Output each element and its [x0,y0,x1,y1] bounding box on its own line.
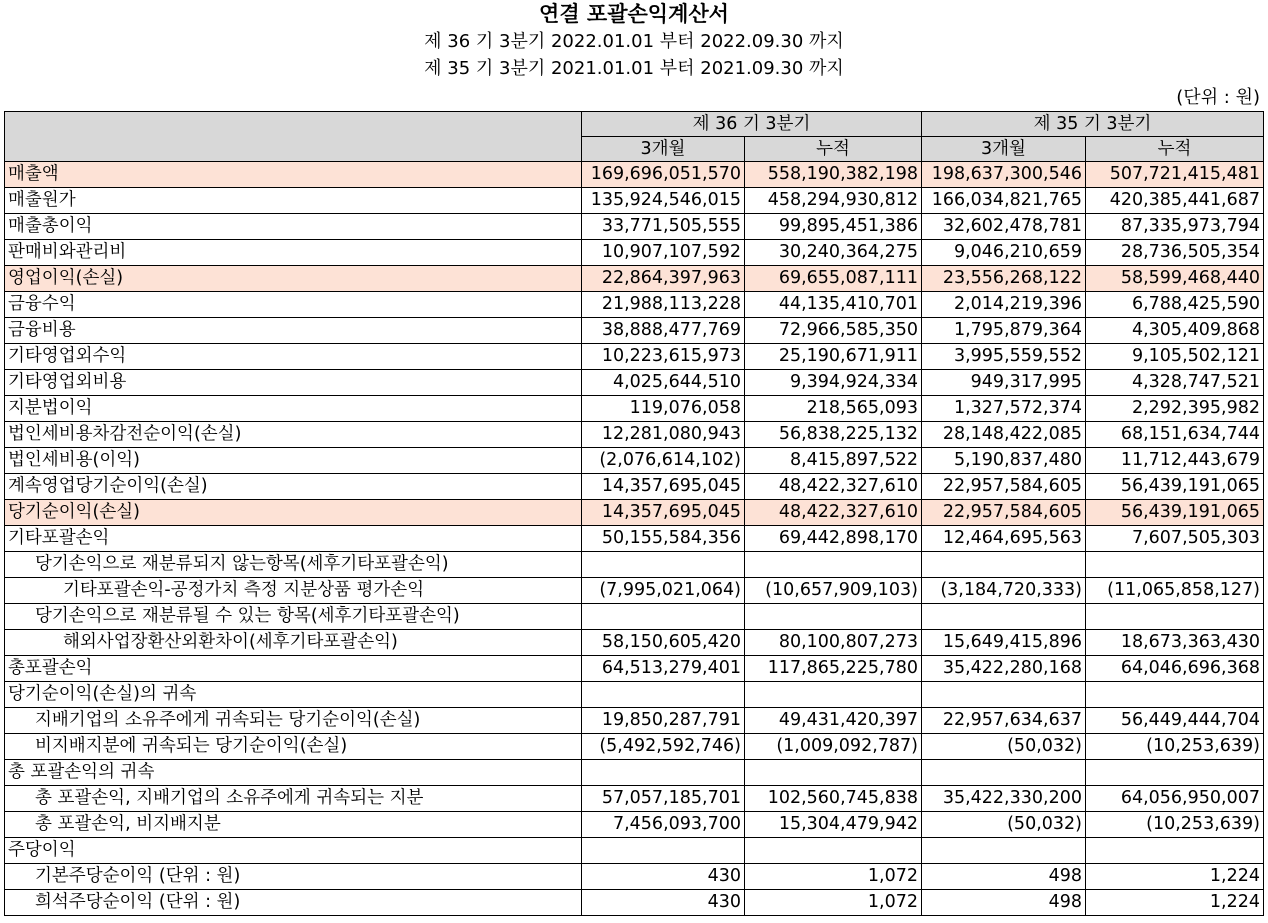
cell-value: 35,422,280,168 [922,656,1086,682]
cell-value [582,838,745,864]
cell-value: 22,864,397,963 [582,266,745,292]
cell-value: 10,223,615,973 [582,344,745,370]
row-label: 당기손익으로 재분류되지 않는항목(세후기타포괄손익) [5,552,582,578]
cell-value: 7,456,093,700 [582,812,745,838]
cell-value [922,760,1086,786]
table-row [5,786,1264,812]
table-row [5,708,1264,734]
cell-value: 1,327,572,374 [922,396,1086,422]
row-label: 희석주당순이익 (단위 : 원) [5,890,582,916]
cell-value: 1,072 [745,864,922,890]
cell-value: 135,924,546,015 [582,188,745,214]
cell-value: 19,850,287,791 [582,708,745,734]
cell-value [1086,552,1264,578]
row-label: 지분법이익 [5,396,582,422]
cell-value: (1,009,092,787) [745,734,922,760]
cell-value [582,682,745,708]
cell-value [922,552,1086,578]
table-row [5,396,1264,422]
cell-value [745,682,922,708]
cell-value: 949,317,995 [922,370,1086,396]
table-row [5,448,1264,474]
cell-value: (2,076,614,102) [582,448,745,474]
cell-value [745,838,922,864]
table-row [5,370,1264,396]
row-label: 총 포괄손익, 비지배지분 [5,812,582,838]
cell-value: 25,190,671,911 [745,344,922,370]
cell-value: 56,449,444,704 [1086,708,1264,734]
cell-value [582,760,745,786]
cell-value: 69,442,898,170 [745,526,922,552]
cell-value: 50,155,584,356 [582,526,745,552]
cell-value: 198,637,300,546 [922,162,1086,188]
table-row [5,240,1264,266]
cell-value: 558,190,382,198 [745,162,922,188]
period-prior: 제 35 기 3분기 2021.01.01 부터 2021.09.30 까지 [424,58,844,79]
row-label: 기타포괄손익 [5,526,582,552]
cell-value: 22,957,584,605 [922,474,1086,500]
statement-title: 연결 포괄손익계산서 [539,2,729,26]
table-row [5,552,1264,578]
cell-value: 102,560,745,838 [745,786,922,812]
cell-value: 58,150,605,420 [582,630,745,656]
cell-value: 32,602,478,781 [922,214,1086,240]
cell-value: 1,224 [1086,864,1264,890]
cell-value: 5,190,837,480 [922,448,1086,474]
row-label: 당기순이익(손실)의 귀속 [5,682,582,708]
table-row [5,682,1264,708]
cell-value: 35,422,330,200 [922,786,1086,812]
cell-value: 166,034,821,765 [922,188,1086,214]
cell-value: (50,032) [922,812,1086,838]
cell-value: 420,385,441,687 [1086,188,1264,214]
cell-value: 21,988,113,228 [582,292,745,318]
table-row [5,344,1264,370]
cell-value: 22,957,634,637 [922,708,1086,734]
row-label: 금융수익 [5,292,582,318]
table-row [5,864,1264,890]
header-period-36: 제 36 기 3분기 [582,112,922,137]
row-label: 매출액 [5,162,582,188]
table-row [5,188,1264,214]
table-row [5,318,1264,344]
cell-value: 9,394,924,334 [745,370,922,396]
cell-value: 15,649,415,896 [922,630,1086,656]
cell-value: 1,072 [745,890,922,916]
header-account-cell [5,112,582,162]
cell-value: 117,865,225,780 [745,656,922,682]
cell-value: 507,721,415,481 [1086,162,1264,188]
cell-value: 119,076,058 [582,396,745,422]
cell-value: 30,240,364,275 [745,240,922,266]
cell-value: 8,415,897,522 [745,448,922,474]
cell-value: 458,294,930,812 [745,188,922,214]
table-row [5,578,1264,604]
cell-value: 69,655,087,111 [745,266,922,292]
cell-value [582,552,745,578]
cell-value: 64,056,950,007 [1086,786,1264,812]
cell-value [1086,760,1264,786]
cell-value: 33,771,505,555 [582,214,745,240]
cell-value: (50,032) [922,734,1086,760]
cell-value: 1,795,879,364 [922,318,1086,344]
cell-value [922,682,1086,708]
row-label: 총포괄손익 [5,656,582,682]
header-three-month-35: 3개월 [922,137,1086,162]
cell-value: 64,046,696,368 [1086,656,1264,682]
cell-value [1086,838,1264,864]
cell-value: 72,966,585,350 [745,318,922,344]
table-row [5,422,1264,448]
table-row [5,630,1264,656]
row-label: 법인세비용(이익) [5,448,582,474]
cell-value: 15,304,479,942 [745,812,922,838]
table-row [5,526,1264,552]
cell-value: 14,357,695,045 [582,474,745,500]
cell-value: (7,995,021,064) [582,578,745,604]
cell-value: (11,065,858,127) [1086,578,1264,604]
cell-value: 48,422,327,610 [745,474,922,500]
cell-value: 2,014,219,396 [922,292,1086,318]
row-label: 영업이익(손실) [5,266,582,292]
table-row [5,292,1264,318]
row-label: 총 포괄손익, 지배기업의 소유주에게 귀속되는 지분 [5,786,582,812]
cell-value: 38,888,477,769 [582,318,745,344]
income-statement-table [4,111,1264,916]
cell-value [745,604,922,630]
cell-value: 4,305,409,868 [1086,318,1264,344]
cell-value: 56,439,191,065 [1086,500,1264,526]
cell-value: 3,995,559,552 [922,344,1086,370]
table-row [5,656,1264,682]
header-cumulative-35: 누적 [1086,137,1264,162]
table-row [5,604,1264,630]
cell-value: 430 [582,890,745,916]
cell-value: 28,736,505,354 [1086,240,1264,266]
header-three-month-36: 3개월 [582,137,745,162]
cell-value [922,604,1086,630]
table-row [5,162,1264,188]
row-label: 법인세비용차감전순이익(손실) [5,422,582,448]
row-label: 매출총이익 [5,214,582,240]
header-period-35: 제 35 기 3분기 [922,112,1264,137]
row-label: 판매비와관리비 [5,240,582,266]
table-row [5,266,1264,292]
cell-value: 7,607,505,303 [1086,526,1264,552]
cell-value: 28,148,422,085 [922,422,1086,448]
table-row [5,474,1264,500]
cell-value [1086,682,1264,708]
cell-value: 12,464,695,563 [922,526,1086,552]
table-row [5,812,1264,838]
cell-value: 57,057,185,701 [582,786,745,812]
cell-value: 498 [922,864,1086,890]
cell-value: 56,838,225,132 [745,422,922,448]
cell-value: (10,253,639) [1086,812,1264,838]
cell-value: (3,184,720,333) [922,578,1086,604]
row-label: 해외사업장환산외환차이(세후기타포괄손익) [5,630,582,656]
cell-value: 64,513,279,401 [582,656,745,682]
cell-value: 49,431,420,397 [745,708,922,734]
cell-value: 9,046,210,659 [922,240,1086,266]
row-label: 기본주당순이익 (단위 : 원) [5,864,582,890]
period-current: 제 36 기 3분기 2022.01.01 부터 2022.09.30 까지 [424,31,844,52]
cell-value: 58,599,468,440 [1086,266,1264,292]
cell-value: 4,328,747,521 [1086,370,1264,396]
cell-value: 99,895,451,386 [745,214,922,240]
cell-value [745,552,922,578]
cell-value: 1,224 [1086,890,1264,916]
row-label: 매출원가 [5,188,582,214]
cell-value: 11,712,443,679 [1086,448,1264,474]
cell-value [922,838,1086,864]
table-row [5,890,1264,916]
row-label: 계속영업당기순이익(손실) [5,474,582,500]
cell-value: 2,292,395,982 [1086,396,1264,422]
cell-value: 48,422,327,610 [745,500,922,526]
cell-value: 9,105,502,121 [1086,344,1264,370]
table-row [5,500,1264,526]
cell-value: 498 [922,890,1086,916]
cell-value: 68,151,634,744 [1086,422,1264,448]
cell-value: 10,907,107,592 [582,240,745,266]
cell-value: 44,135,410,701 [745,292,922,318]
cell-value: 169,696,051,570 [582,162,745,188]
cell-value: (5,492,592,746) [582,734,745,760]
header-row-periods [5,112,1264,137]
row-label: 기타포괄손익-공정가치 측정 지분상품 평가손익 [5,578,582,604]
cell-value: 14,357,695,045 [582,500,745,526]
cell-value: 6,788,425,590 [1086,292,1264,318]
row-label: 금융비용 [5,318,582,344]
cell-value: 18,673,363,430 [1086,630,1264,656]
table-row [5,760,1264,786]
cell-value: 4,025,644,510 [582,370,745,396]
cell-value: 218,565,093 [745,396,922,422]
row-label: 비지배지분에 귀속되는 당기순이익(손실) [5,734,582,760]
cell-value [745,760,922,786]
cell-value: (10,657,909,103) [745,578,922,604]
row-label: 총 포괄손익의 귀속 [5,760,582,786]
table-row [5,734,1264,760]
cell-value: 12,281,080,943 [582,422,745,448]
cell-value: 56,439,191,065 [1086,474,1264,500]
row-label: 당기순이익(손실) [5,500,582,526]
unit-label: (단위 : 원) [1176,87,1260,108]
row-label: 당기손익으로 재분류될 수 있는 항목(세후기타포괄손익) [5,604,582,630]
table-row [5,214,1264,240]
table-row [5,838,1264,864]
cell-value: 430 [582,864,745,890]
cell-value [1086,604,1264,630]
cell-value: 23,556,268,122 [922,266,1086,292]
cell-value [582,604,745,630]
cell-value: (10,253,639) [1086,734,1264,760]
row-label: 기타영업외비용 [5,370,582,396]
cell-value: 22,957,584,605 [922,500,1086,526]
row-label: 주당이익 [5,838,582,864]
cell-value: 80,100,807,273 [745,630,922,656]
cell-value: 87,335,973,794 [1086,214,1264,240]
row-label: 기타영업외수익 [5,344,582,370]
row-label: 지배기업의 소유주에게 귀속되는 당기순이익(손실) [5,708,582,734]
header-cumulative-36: 누적 [745,137,922,162]
